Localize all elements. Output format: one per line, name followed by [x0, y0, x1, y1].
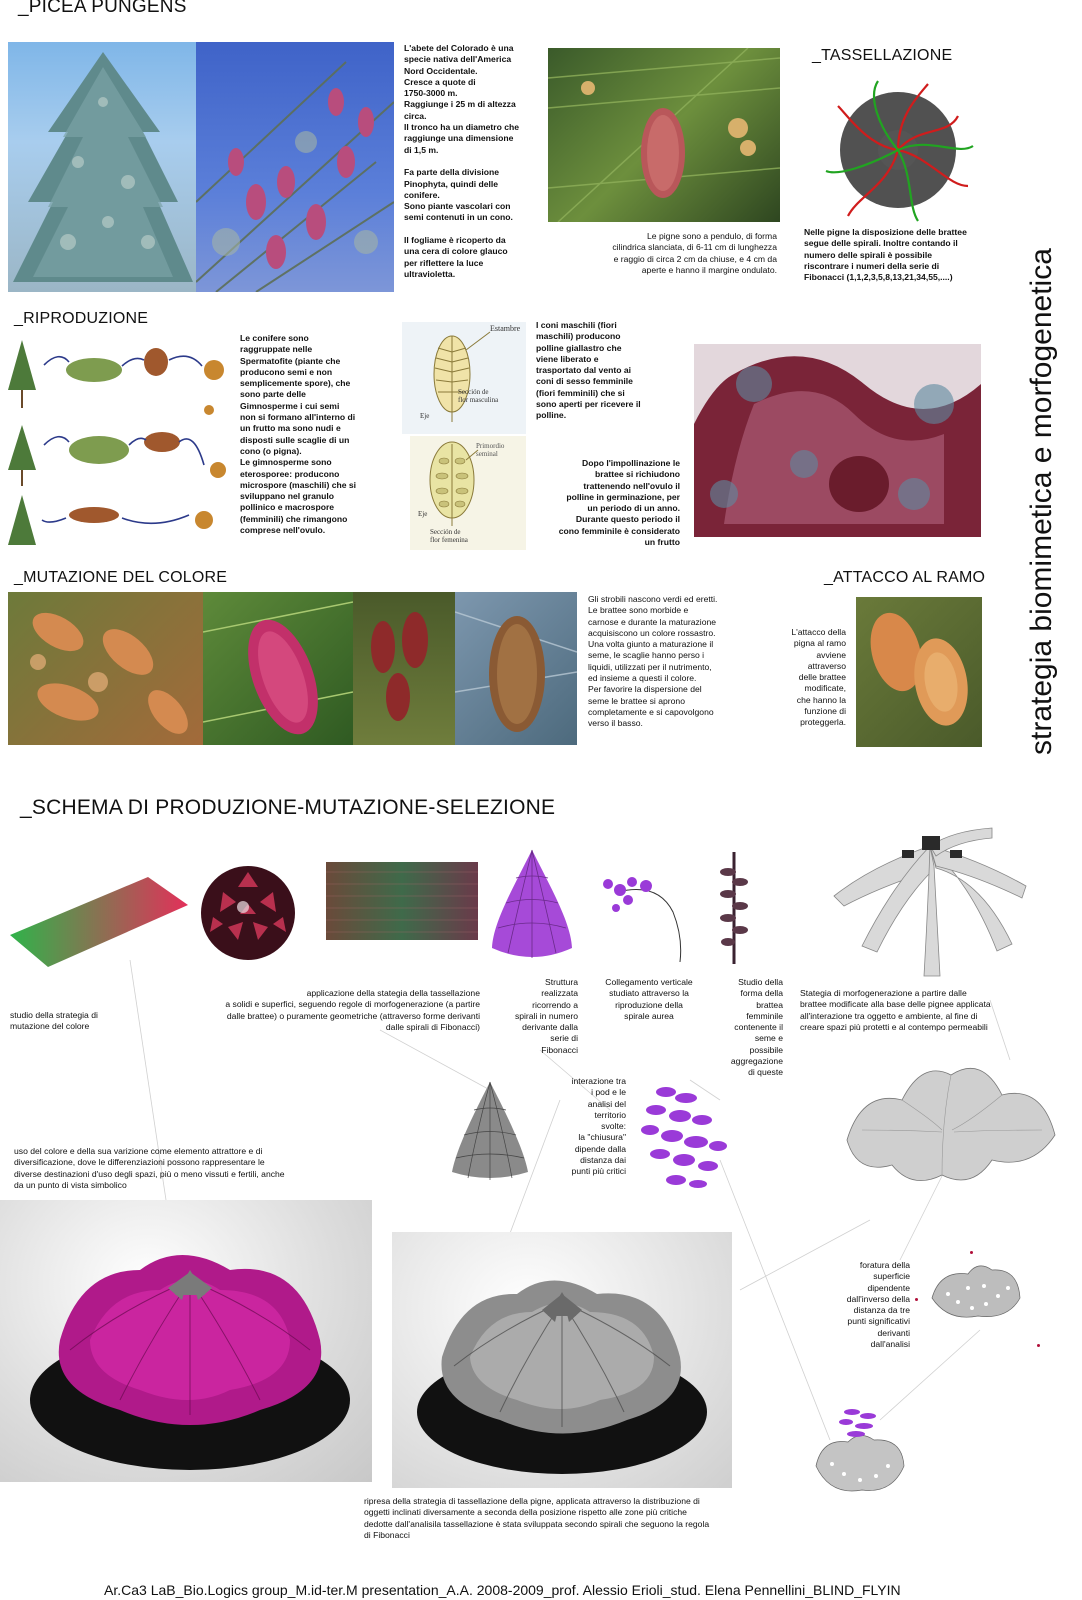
purple-pods-cluster-model: [636, 1080, 732, 1190]
pigne-description: Le pigne sono a pendulo, di forma cilindrica slanciata, di 6-11 cm di lunghezza e raggio di circa 2 cm da chiuse, e 4 cm da aperte e hanno il margine ondulato.: [612, 231, 777, 275]
label-seccion-masculina: Sección de flor masculina: [458, 388, 499, 404]
analysis-point-2: [915, 1298, 918, 1301]
schema-text-stategia: Stategia di morfogenerazione a partire dalle brattee modificate alla base delle pignee applicata all'interazione tra oggetto e ambiente, al fine di creare spazi più protetti e al contempo permeabili: [800, 988, 991, 1032]
reproduction-cycle-diagram: [4, 330, 230, 552]
schema-text-foratura: foratura della superficie dipendente dall'inverso della distanza da tre punti significativi derivanti dall'analisi: [846, 1260, 910, 1350]
strobili-description: Gli strobili nascono verdi ed eretti. Le brattee sono morbide e carnose e durante la maturazione acquisiscono un colore rossastro. Una volta giunto a maturazione il seme, le scaglie hanno perso i liquidi, utilizzati per il nutrimento, ed insieme a questi il colore. Per favorire la dispersione del seme le brattee si aprono completamente e si capovolgono verso il basso.: [588, 594, 718, 729]
attacco-description: L'attacco della pigna al ramo avviene attraverso delle brattee modificate, che hanno la funzione di proteggerla.: [791, 627, 846, 728]
section-title-picea: _PICEA PUNGENS: [18, 0, 187, 17]
label-estambre: Estambre: [490, 324, 521, 333]
footer-credits: Ar.Ca3 LaB_Bio.Logics group_M.id-ter.M presentation_A.A. 2008-2009_prof. Alessio Erioli_stud. Elena Pennellini_BLIND_FLYIN: [104, 1582, 901, 1598]
color-mutation-photo-4: [455, 592, 577, 745]
label-eje-2: Eje: [418, 510, 428, 518]
bract-morphogenesis-model: [832, 826, 1028, 982]
picea-description: L'abete del Colorado è una specie nativa dell'America Nord Occidentale. Cresce a quote di 1750-3000 m. Raggiunge i 25 m di altezza circa. Il tronco ha un diametro che raggiunge una dimensione di 1,5 m. Fa parte della divisione Pinophyta, quindi delle conifere. Sono piante vascolari con semi contenuti in un cono. Il fogliame è ricoperto da una cera di colore glauco per riflettere la luce ultravioletta.: [404, 43, 520, 279]
schema-text-applicazione: applicazione della stategia della tassellazione a solidi e superfici, seguendo regole di morfogenerazione (a partire dalle brattee) o puramente geometriche (attraverso forme derivanti dalle spirali di Fibonacci): [225, 988, 480, 1032]
section-title-attacco: _ATTACCO AL RAMO: [824, 569, 986, 586]
grey-pavilion-render: [392, 1232, 732, 1488]
color-mutation-photo-1: [8, 592, 203, 745]
section-title-tassellazione: _TASSELLAZIONE: [812, 47, 953, 64]
analysis-point-1: [970, 1251, 973, 1254]
patterned-surface-model: [326, 862, 478, 940]
riproduzione-description: Le conifere sono raggruppate nelle Spermatofite (piante che producono semi e non semplicemente spore), che sono parte delle Gimnosperme i cui semi non si formano all'interno di un frutto ma sono nudi e disposti sulle scaglie di un cono (o pigna). Le gimnosperme sono eterosporee: producono microspore (maschili) che si sviluppano nel granulo pollinico e macrospore (femminili) che rimangono comprese nell'ovulo.: [240, 333, 357, 536]
schema-text-uso-colore: uso del colore e della sua varizione come elemento attrattore e di diversificazione, dove le differenziazioni possono rappresentare le diverse destinazioni d'uso degli spazi, più o meno vissuti e fertili, anche da un punto di vista simbolico: [14, 1146, 285, 1190]
color-gradient-surface-model: [8, 875, 190, 975]
coni-description: I coni maschili (fiori maschili) producono polline giallastro che viene liberato e trasportato dal vento ai coni di sesso femminile (fiori femminili) che si sono aperti per ricevere il polline.: [536, 320, 641, 421]
magenta-pavilion-render: [0, 1200, 372, 1482]
schema-text-ripresa: ripresa della strategia di tassellazione della pigne, applicata attraverso la distribuzione di oggetti inclinati diversamente a seconda della posizione rispetto alle zone più critiche dedotte dall'analisila tassellazione è stata sviluppata secondo spirali che seguono la regola di Fibonacci: [364, 1496, 710, 1540]
golden-spiral-connection-model: [598, 872, 688, 964]
pendulous-cone-photo: [548, 48, 780, 222]
grey-undulated-surface-model: [842, 1050, 1060, 1192]
schema-text-interazione: interazione tra i pod e le analisi del territorio svolte: la "chiusura" dipende dalla distanza dai punti più critici: [571, 1076, 626, 1177]
bract-stack-model: [720, 852, 748, 964]
schema-text-collegamento: Collegamento verticale studiato attraverso la riproduzione della spirale aurea: [605, 977, 693, 1021]
tassellazione-description: Nelle pigne la disposizione delle brattee segue delle spirali. Inoltre contando il numero delle spirali è possibile riscontrare i numeri della serie di Fibonacci (1,1,2,3,5,8,13,21,34,55,....): [804, 227, 967, 283]
female-flower-section-diagram: [410, 436, 526, 550]
pod-assembly-model: [812, 1404, 908, 1500]
label-eje-1: Eje: [420, 412, 430, 420]
purple-cone-model: [488, 848, 576, 960]
analysis-point-3: [1037, 1344, 1040, 1347]
color-mutation-photo-2: [203, 592, 353, 745]
perforated-surface-model: [928, 1258, 1024, 1324]
color-mutation-photo-3: [353, 592, 455, 745]
branch-attachment-photo: [856, 597, 982, 747]
section-title-schema: _SCHEMA DI PRODUZIONE-MUTAZIONE-SELEZIONE: [20, 796, 556, 819]
schema-text-studio-forma: Studio della forma della brattea femminile contenente il seme e possibile aggregazione di queste: [730, 977, 783, 1078]
schema-text-struttura: Struttura realizzata ricorrendo a spirali in numero derivante dalla serie di Fibonacci: [514, 977, 578, 1055]
grey-tessellated-cone-model: [448, 1080, 532, 1180]
label-primordio: Primordio seminal: [476, 442, 505, 458]
section-title-riproduzione: _RIPRODUZIONE: [14, 310, 149, 327]
tessellation-spiral-image: [818, 76, 978, 224]
side-title: strategia biomimetica e morfogenetica: [1025, 248, 1058, 755]
section-title-mutazione: _MUTAZIONE DEL COLORE: [14, 569, 228, 586]
male-flower-section-diagram: [402, 322, 526, 434]
schema-text-colore: studio della strategia di mutazione del colore: [10, 1010, 98, 1032]
blue-spruce-tree-photo: [8, 42, 196, 292]
tessellated-sphere-model: [198, 862, 298, 964]
label-seccion-femenina: Sección de flor femenina: [430, 528, 468, 544]
impollinazione-description: Dopo l'impollinazione le brattee si richiudono trattenendo nell'ovulo il polline in germinazione, per un periodo di un anno. Durante questo periodo il cono femminile è considerato un frutto: [558, 458, 680, 548]
ovule-micrograph: [694, 344, 981, 537]
spruce-branch-cones-photo: [196, 42, 394, 292]
